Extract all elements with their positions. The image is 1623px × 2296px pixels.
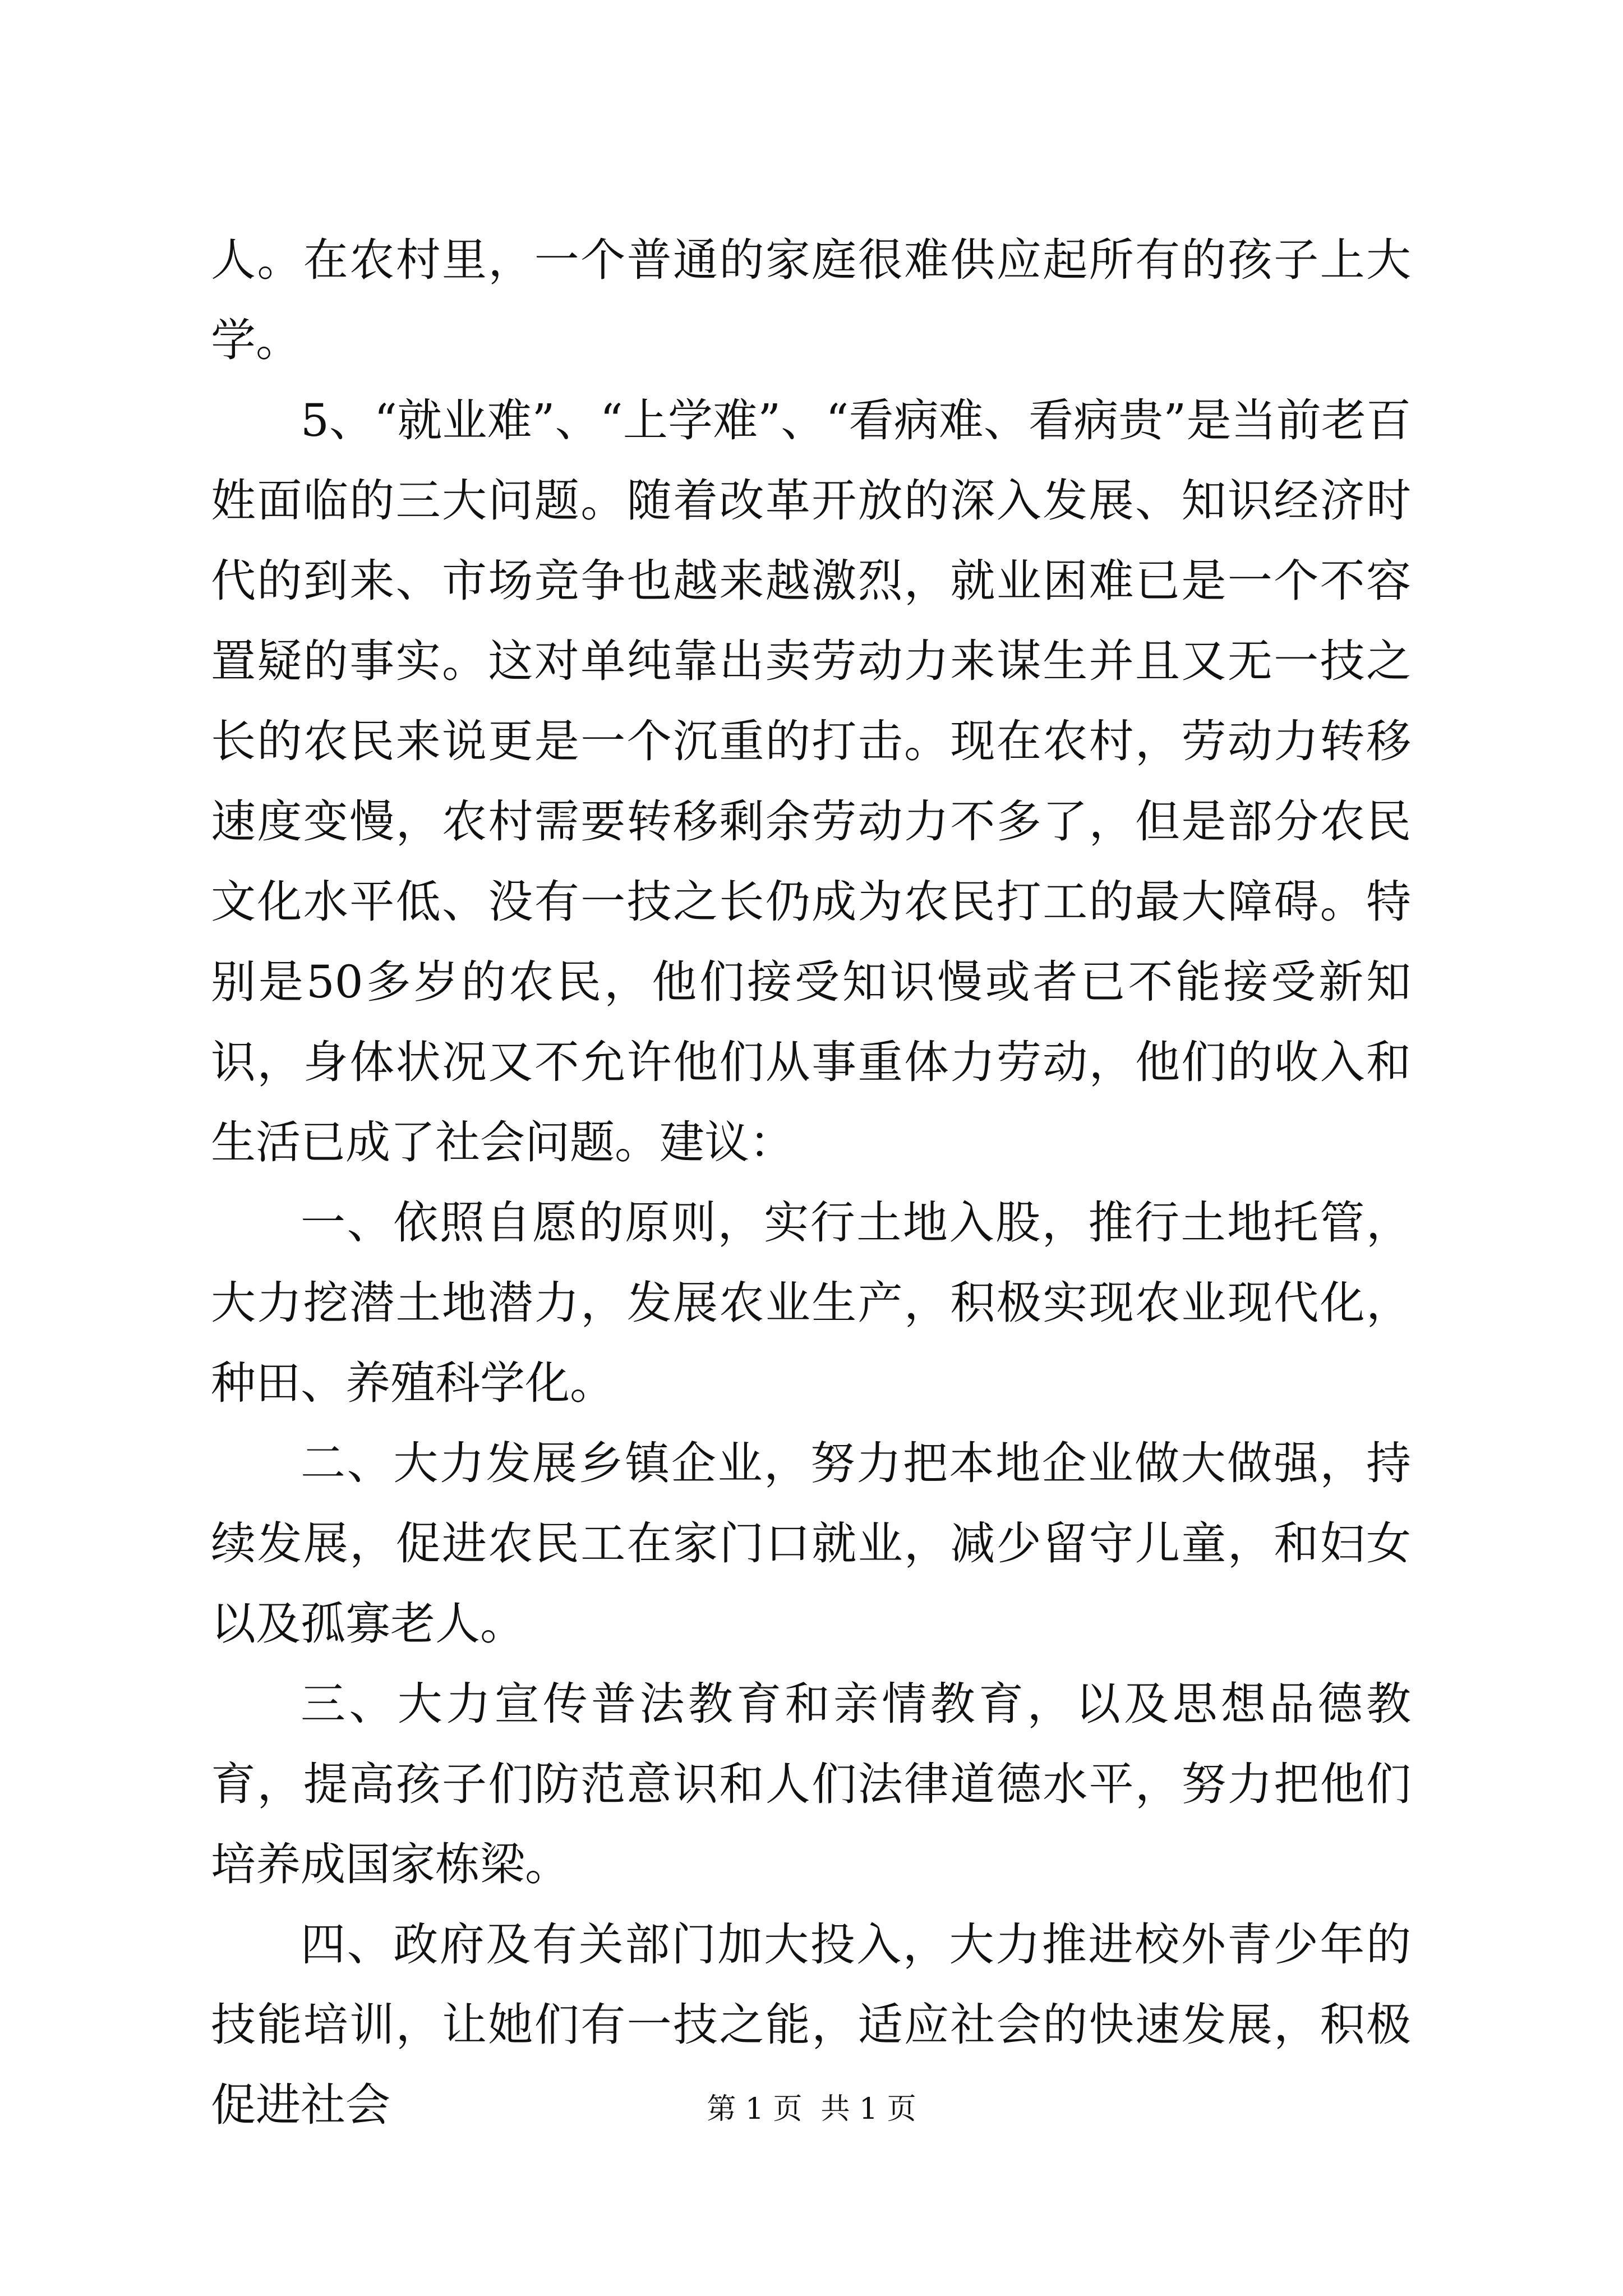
paragraph-suggestion-3: 三、大力宣传普法教育和亲情教育，以及思想品德教育，提高孩子们防范意识和人们法律道德水平，努力把他们培养成国家栋梁。 (211, 1678, 1411, 1890)
paragraph-item-5: 5、“就业难”、“上学难”、“看病难、看病贵”是当前老百姓面临的三大问题。随着改革开放的深入发展、知识经济时代的到来、市场竞争也越来越激烈，就业困难已是一个不容置疑的事实。这对单纯靠出卖劳动力来谋生并且又无一技之长的农民来说更是一个沉重的打击。现在农村，劳动力转移速度变慢，农村需要转移剩余劳动力不多了，但是部分农民文化水平低、没有一技之长仍成为农民打工的最大障碍。特别是50多岁的农民，他们接受知识慢或者已不能接受新知识，身体状况又不允许他们从事重体力劳动，他们的收入和生活已成了社会问题。建议： (211, 394, 1411, 1168)
document-body (211, 220, 1411, 2145)
paragraph-continued: 人。在农村里，一个普通的家庭很难供应起所有的孩子上大学。 (211, 234, 1411, 366)
paragraph-suggestion-1: 一、依照自愿的原则，实行土地入股，推行土地托管，大力挖潜土地潜力，发展农业生产，积极实现农业现代化，种田、养殖科学化。 (211, 1197, 1411, 1409)
page-number-footer: 第 1 页 共 1 页 (707, 2092, 916, 2126)
paragraph-suggestion-4: 四、政府及有关部门加大投入，大力推进校外青少年的技能培训，让她们有一技之能，适应社会的快速发展，积极促进社会 (211, 1918, 1411, 2131)
paragraph-suggestion-2: 二、大力发展乡镇企业，努力把本地企业做大做强，持续发展，促进农民工在家门口就业，减少留守儿童，和妇女以及孤寡老人。 (211, 1437, 1411, 1650)
